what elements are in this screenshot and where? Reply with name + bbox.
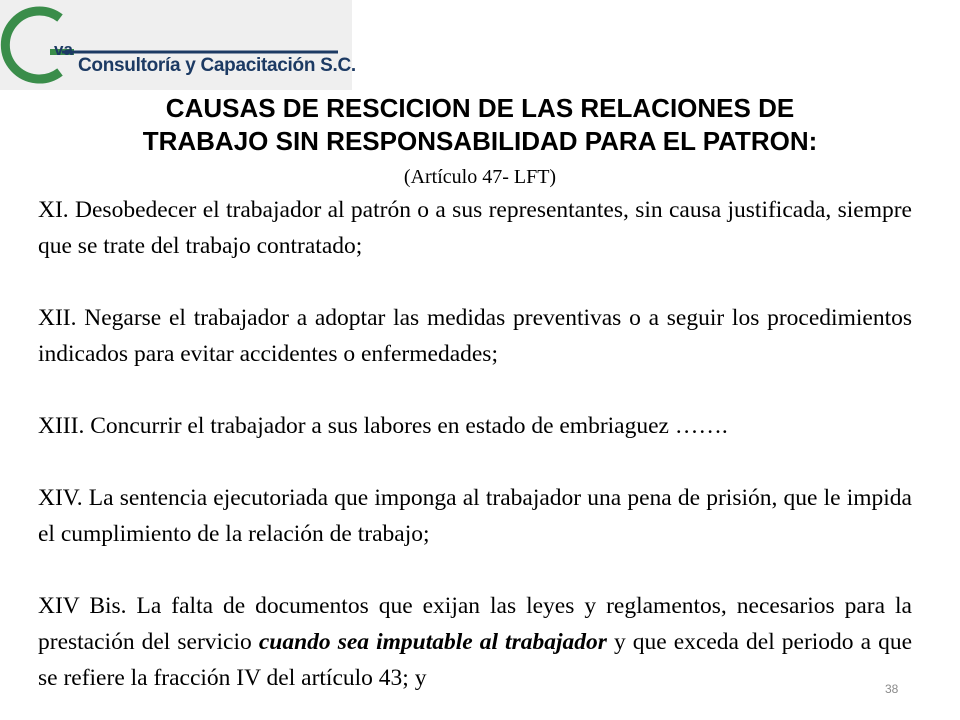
slide-subtitle: (Artículo 47- LFT) <box>403 166 557 188</box>
item-xiv: XIV. La sentencia ejecutoriada que imponga al trabajador una pena de prisión, que le impida el cumplimiento de la relación de trabajo; <box>38 485 912 547</box>
item-xi: XI. Desobedecer el trabajador al patrón o a sus representantes, sin causa justificada, siempre que se trate del trabajo contratado; <box>38 197 912 259</box>
slide-title <box>20 92 940 158</box>
title-line-1: CAUSAS DE RESCICION DE LAS RELACIONES DE <box>165 93 795 123</box>
slide-body <box>38 192 912 696</box>
company-logo <box>0 0 356 90</box>
item-xiii: XIII. Concurrir el trabajador a sus labores en estado de embriaguez ……. <box>38 413 728 439</box>
logo-company-name: Consultoría y Capacitación S.C. <box>78 55 356 76</box>
item-xiv-bis-emphasis: cuando sea imputable al trabajador <box>258 629 607 655</box>
title-line-2: TRABAJO SIN RESPONSABILIDAD PARA EL PATRON: <box>142 126 818 156</box>
logo-va-text: va <box>54 40 73 59</box>
item-xiv-bis-part1: XIV Bis. La falta de documentos que exijan las leyes y reglamentos, necesarios para la prestación del servicio <box>38 593 912 655</box>
item-xiv-bis <box>38 588 912 696</box>
item-xiv-bis-part2: y que exceda del periodo a que se refiere la fracción IV del artículo 43; y <box>38 629 913 691</box>
page-number: 38 <box>885 682 899 696</box>
item-xii: XII. Negarse el trabajador a adoptar las medidas preventivas o a seguir los procedimientos indicados para evitar accidentes o enfermedades; <box>38 305 912 367</box>
